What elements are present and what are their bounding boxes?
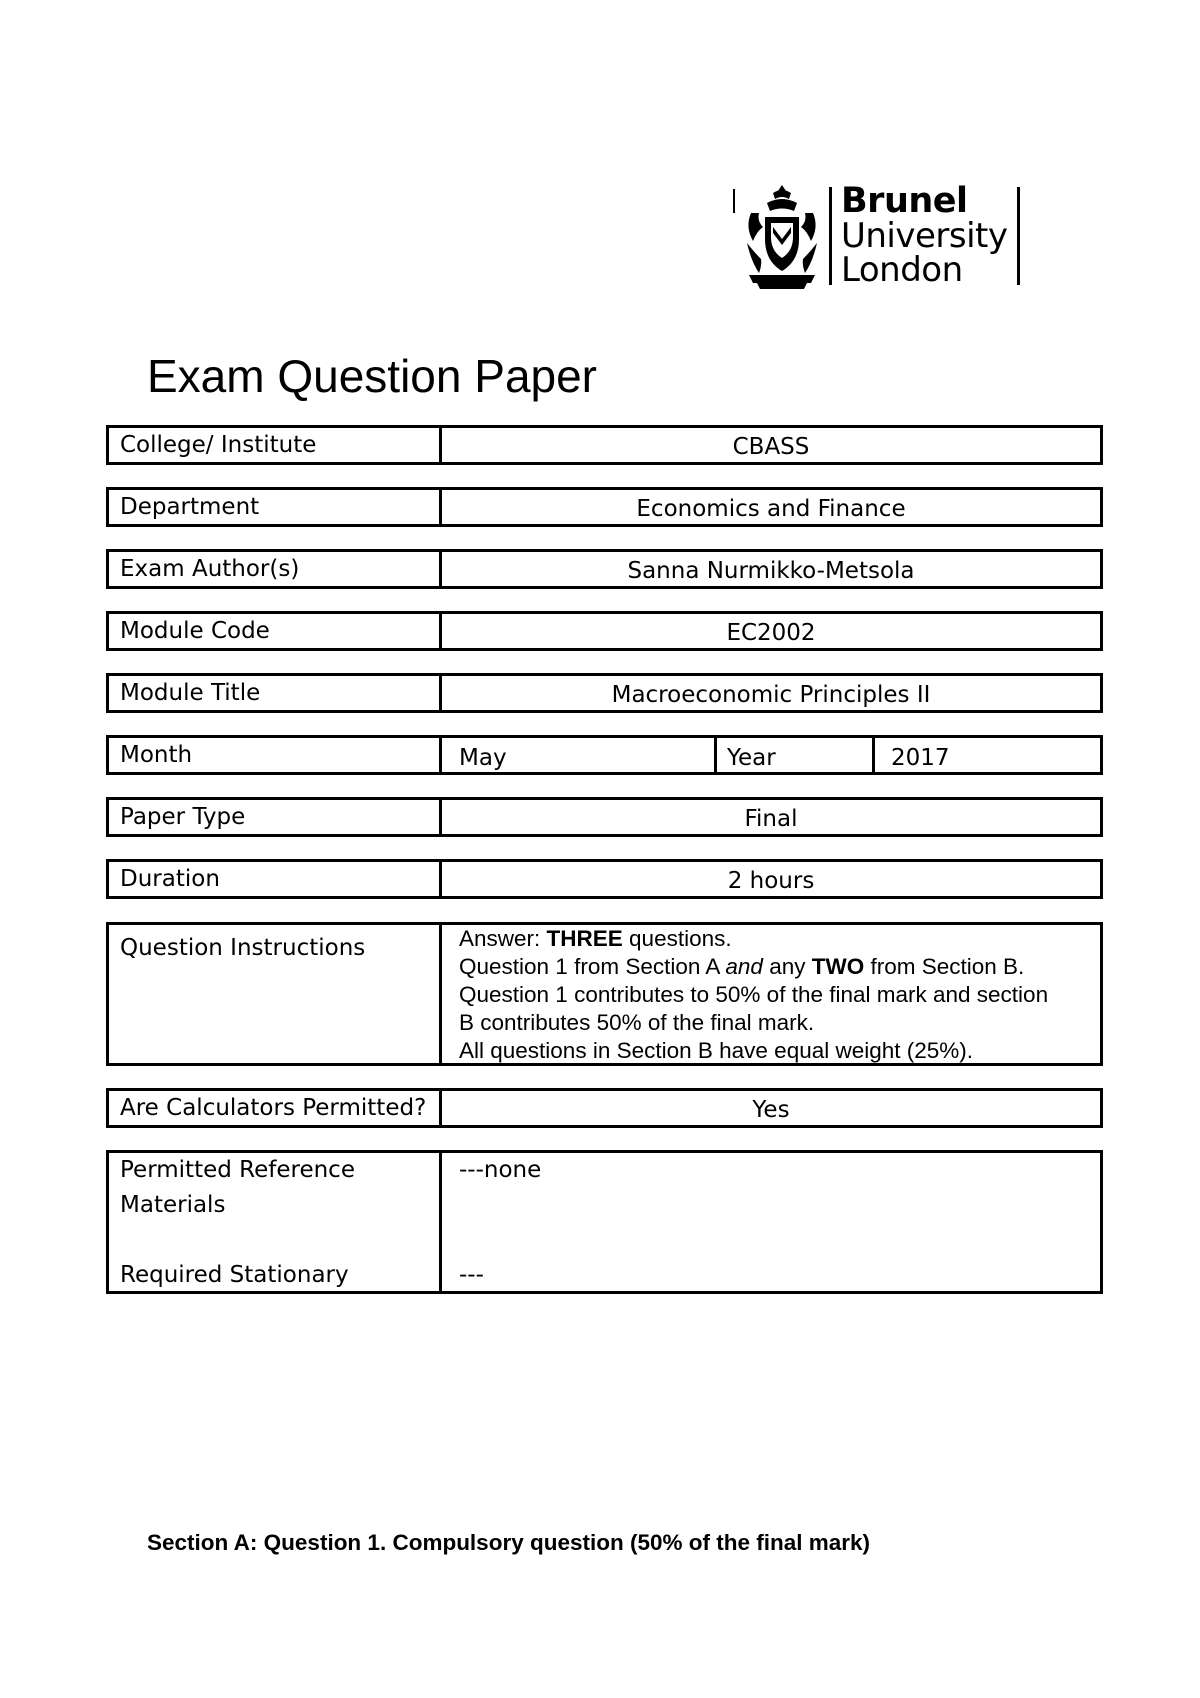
instructions-label: Question Instructions	[109, 925, 442, 1063]
reference-label-line: Materials	[120, 1192, 226, 1218]
page-title: Exam Question Paper	[147, 350, 598, 402]
paper-type-value: Final	[744, 806, 798, 832]
duration-value: 2 hours	[727, 868, 815, 894]
year-label: Year	[717, 738, 875, 772]
reference-row	[106, 1150, 1103, 1294]
module-code-value: EC2002	[726, 620, 816, 646]
logo-divider	[1017, 187, 1020, 285]
paper-type-label: Paper Type	[109, 800, 442, 834]
instruction-line: Question 1 contributes to 50% of the final mark and section	[459, 982, 1049, 1007]
calculators-label: Are Calculators Permitted?	[109, 1091, 442, 1125]
section-heading: Section A: Question 1. Compulsory question (50% of the final mark)	[147, 1530, 871, 1555]
instruction-line: Question 1 from Section A and any TWO from Section B.	[459, 954, 1025, 979]
logo-line-london: London	[841, 250, 963, 290]
logo-line-university: University	[841, 216, 1008, 256]
module-title-value: Macroeconomic Principles II	[611, 682, 931, 708]
department-label: Department	[109, 490, 442, 524]
instructions-text	[442, 925, 1100, 1063]
author-label: Exam Author(s)	[109, 552, 442, 586]
stationary-label: Required Stationary	[120, 1262, 349, 1288]
author-row	[106, 549, 1103, 589]
department-row	[106, 487, 1103, 527]
instruction-line: Answer: THREE questions.	[459, 926, 732, 951]
logo-divider	[733, 189, 735, 213]
logo-line-brunel: Brunel	[841, 181, 968, 221]
reference-value-text: ---none	[459, 1157, 542, 1183]
logo-wordmark	[841, 181, 1008, 290]
module-title-row	[106, 673, 1103, 713]
month-row	[106, 735, 1103, 775]
module-title-label: Module Title	[109, 676, 442, 710]
college-value: CBASS	[732, 434, 810, 460]
department-value: Economics and Finance	[636, 496, 906, 522]
author-value: Sanna Nurmikko-Metsola	[627, 558, 915, 584]
stationary-value: ---	[459, 1262, 484, 1288]
reference-label-line: Permitted Reference	[120, 1157, 355, 1183]
year-value: 2017	[891, 745, 950, 771]
university-crest-icon	[743, 183, 821, 291]
instructions-row	[106, 922, 1103, 1066]
calculators-value: Yes	[752, 1097, 790, 1123]
brunel-logo	[733, 183, 1023, 291]
duration-label: Duration	[109, 862, 442, 896]
month-label: Month	[109, 738, 442, 772]
calculators-row	[106, 1088, 1103, 1128]
instruction-line: B contributes 50% of the final mark.	[459, 1010, 815, 1035]
reference-label	[109, 1153, 442, 1291]
college-row	[106, 425, 1103, 465]
logo-divider	[829, 187, 832, 285]
module-code-row	[106, 611, 1103, 651]
instruction-line: All questions in Section B have equal weight (25%).	[459, 1038, 974, 1063]
paper-type-row	[106, 797, 1103, 837]
duration-row	[106, 859, 1103, 899]
college-label: College/ Institute	[109, 428, 442, 462]
module-code-label: Module Code	[109, 614, 442, 648]
month-value: May	[442, 738, 717, 772]
reference-value	[442, 1153, 1100, 1291]
